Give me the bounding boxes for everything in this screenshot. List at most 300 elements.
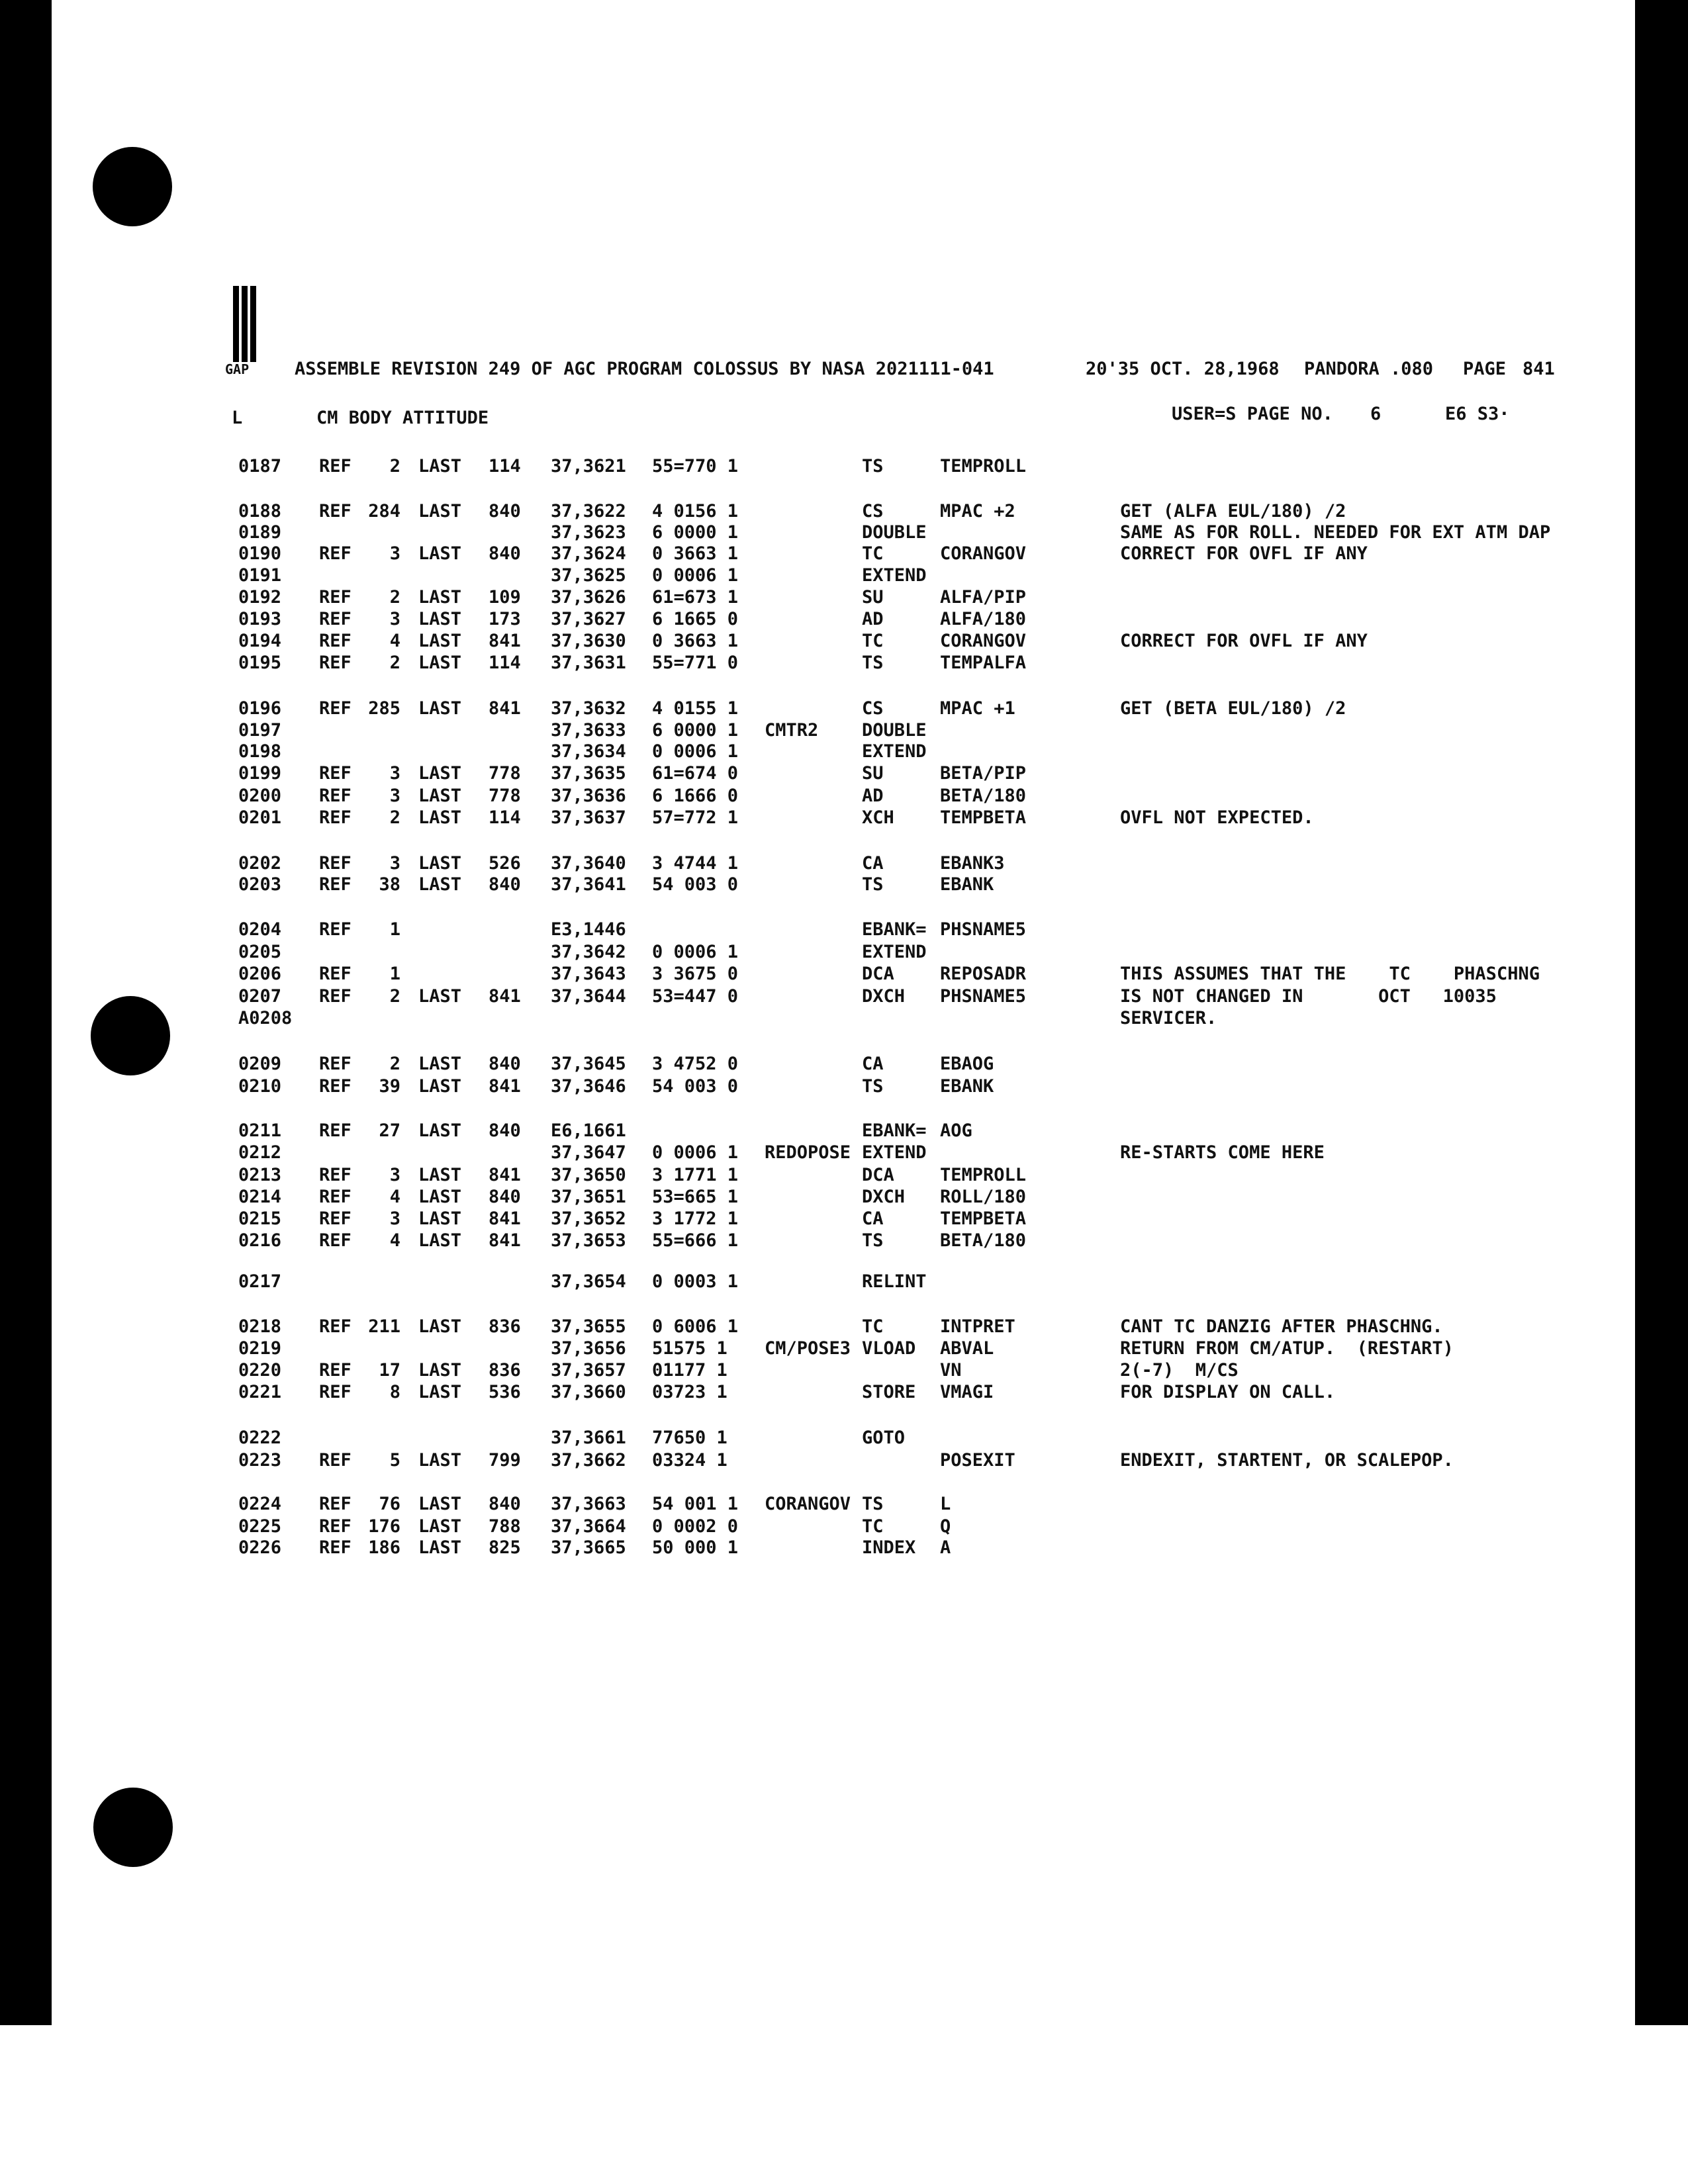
listing-last: LAST bbox=[418, 1360, 462, 1381]
listing-refnum: 176 bbox=[368, 1516, 400, 1537]
listing-last: LAST bbox=[418, 1537, 462, 1558]
listing-line: 0201 bbox=[238, 807, 282, 828]
listing-addr: 37,3642 bbox=[551, 942, 626, 962]
listing-op: AD bbox=[862, 609, 884, 629]
listing-ref: REF bbox=[319, 587, 352, 608]
listing-code: 0 6006 1 bbox=[652, 1316, 739, 1337]
listing-line: 0206 bbox=[238, 964, 282, 984]
listing-ref: REF bbox=[319, 1516, 352, 1537]
listing-addr: 37,3662 bbox=[551, 1450, 626, 1471]
listing-label: REDOPOSE bbox=[765, 1142, 851, 1163]
listing-op: TS bbox=[862, 1494, 884, 1514]
listing-last: LAST bbox=[418, 1382, 462, 1402]
listing-addr: 37,3653 bbox=[551, 1230, 626, 1251]
listing-code: 3 1772 1 bbox=[652, 1208, 739, 1229]
listing-op: VLOAD bbox=[862, 1338, 916, 1359]
listing-refnum: 3 bbox=[389, 609, 400, 629]
listing-line: 0196 bbox=[238, 698, 282, 719]
listing-mark-l: L bbox=[232, 408, 243, 428]
listing-op: TS bbox=[862, 653, 884, 673]
listing-addr: 37,3626 bbox=[551, 587, 626, 608]
listing-ref: REF bbox=[319, 1054, 352, 1074]
listing-code: 01177 1 bbox=[652, 1360, 727, 1381]
listing-op: TS bbox=[862, 1230, 884, 1251]
listing-addr: 37,3636 bbox=[551, 786, 626, 806]
listing-lastnum: 840 bbox=[489, 1187, 521, 1207]
listing-op: TS bbox=[862, 1076, 884, 1097]
listing-refnum: 2 bbox=[389, 587, 400, 608]
listing-code: 6 0000 1 bbox=[652, 522, 739, 543]
listing-line: 0226 bbox=[238, 1537, 282, 1558]
binder-hole-top bbox=[93, 147, 172, 226]
listing-last: LAST bbox=[418, 587, 462, 608]
listing-line: 0221 bbox=[238, 1382, 282, 1402]
listing-refnum: 186 bbox=[368, 1537, 400, 1558]
listing-code: 55=666 1 bbox=[652, 1230, 739, 1251]
listing-code: 50 000 1 bbox=[652, 1537, 739, 1558]
listing-code: 0 0006 1 bbox=[652, 565, 739, 586]
listing-refnum: 284 bbox=[368, 501, 400, 522]
listing-operand: CORANGOV bbox=[940, 631, 1027, 651]
listing-code: 4 0156 1 bbox=[652, 501, 739, 522]
listing-code: 51575 1 bbox=[652, 1338, 727, 1359]
listing-ref: REF bbox=[319, 853, 352, 874]
listing-code: 0 0002 0 bbox=[652, 1516, 739, 1537]
listing-comment: GET (BETA EUL/180) /2 bbox=[1120, 698, 1346, 719]
scan-edge-right bbox=[1635, 0, 1688, 2025]
listing-line: 0200 bbox=[238, 786, 282, 806]
listing-comment: SAME AS FOR ROLL. NEEDED FOR EXT ATM DAP bbox=[1120, 522, 1551, 543]
listing-op: TC bbox=[862, 1516, 884, 1537]
listing-line: 0197 bbox=[238, 720, 282, 741]
listing-op: TC bbox=[862, 1316, 884, 1337]
listing-last: LAST bbox=[418, 609, 462, 629]
listing-line: 0213 bbox=[238, 1165, 282, 1185]
listing-op: DCA bbox=[862, 964, 894, 984]
listing-lastnum: 841 bbox=[489, 1165, 521, 1185]
listing-ref: REF bbox=[319, 698, 352, 719]
listing-op: RELINT bbox=[862, 1271, 927, 1292]
listing-op: DOUBLE bbox=[862, 522, 927, 543]
listing-line: 0223 bbox=[238, 1450, 282, 1471]
listing-last: LAST bbox=[418, 874, 462, 895]
listing-refnum: 4 bbox=[389, 1230, 400, 1251]
listing-line: 0190 bbox=[238, 543, 282, 564]
page-label: PAGE bbox=[1463, 359, 1507, 379]
listing-refnum: 2 bbox=[389, 653, 400, 673]
listing-lastnum: 536 bbox=[489, 1382, 521, 1402]
listing-operand: POSEXIT bbox=[940, 1450, 1015, 1471]
listing-comment: RETURN FROM CM/ATUP. (RESTART) bbox=[1120, 1338, 1454, 1359]
listing-code: 6 0000 1 bbox=[652, 720, 739, 741]
listing-operand: TEMPBETA bbox=[940, 1208, 1027, 1229]
listing-addr: 37,3646 bbox=[551, 1076, 626, 1097]
listing-last: LAST bbox=[418, 1230, 462, 1251]
listing-op: EXTEND bbox=[862, 565, 927, 586]
section-title: CM BODY ATTITUDE bbox=[316, 408, 489, 428]
listing-refnum: 2 bbox=[389, 1054, 400, 1074]
listing-addr: 37,3624 bbox=[551, 543, 626, 564]
listing-code: 0 0003 1 bbox=[652, 1271, 739, 1292]
listing-line: 0222 bbox=[238, 1428, 282, 1448]
listing-refnum: 27 bbox=[379, 1120, 400, 1141]
listing-code: 61=674 0 bbox=[652, 763, 739, 784]
print-timestamp: 20'35 OCT. 28,1968 bbox=[1086, 359, 1280, 379]
listing-refnum: 3 bbox=[389, 853, 400, 874]
listing-refnum: 4 bbox=[389, 631, 400, 651]
listing-label: CORANGOV bbox=[765, 1494, 851, 1514]
listing-ref: REF bbox=[319, 1316, 352, 1337]
listing-comment: CORRECT FOR OVFL IF ANY bbox=[1120, 543, 1368, 564]
listing-ref: REF bbox=[319, 631, 352, 651]
listing-addr: 37,3632 bbox=[551, 698, 626, 719]
listing-last: LAST bbox=[418, 1054, 462, 1074]
listing-ref: REF bbox=[319, 1450, 352, 1471]
listing-comment: GET (ALFA EUL/180) /2 bbox=[1120, 501, 1346, 522]
listing-operand: TEMPROLL bbox=[940, 456, 1027, 477]
listing-addr: 37,3660 bbox=[551, 1382, 626, 1402]
listing-operand: BETA/PIP bbox=[940, 763, 1027, 784]
assemble-title: ASSEMBLE REVISION 249 OF AGC PROGRAM COLOSSUS BY NASA 2021111-041 bbox=[295, 359, 994, 379]
listing-op: EBANK= bbox=[862, 919, 927, 940]
listing-code: 55=771 0 bbox=[652, 653, 739, 673]
listing-code: 03324 1 bbox=[652, 1450, 727, 1471]
listing-op: STORE bbox=[862, 1382, 916, 1402]
listing-code: 77650 1 bbox=[652, 1428, 727, 1448]
listing-operand: VMAGI bbox=[940, 1382, 994, 1402]
listing-line: 0207 bbox=[238, 986, 282, 1007]
listing-ref: REF bbox=[319, 653, 352, 673]
listing-comment: IS NOT CHANGED IN OCT 10035 bbox=[1120, 986, 1497, 1007]
listing-lastnum: 836 bbox=[489, 1360, 521, 1381]
listing-lastnum: 840 bbox=[489, 1494, 521, 1514]
listing-code: 53=447 0 bbox=[652, 986, 739, 1007]
listing-last: LAST bbox=[418, 1076, 462, 1097]
listing-addr: 37,3630 bbox=[551, 631, 626, 651]
listing-lastnum: 841 bbox=[489, 986, 521, 1007]
listing-op: GOTO bbox=[862, 1428, 906, 1448]
listing-code: 0 0006 1 bbox=[652, 1142, 739, 1163]
listing-addr: 37,3650 bbox=[551, 1165, 626, 1185]
listing-ref: REF bbox=[319, 1187, 352, 1207]
listing-refnum: 17 bbox=[379, 1360, 400, 1381]
listing-op: CA bbox=[862, 1208, 884, 1229]
listing-op: EXTEND bbox=[862, 741, 927, 762]
listing-op: SU bbox=[862, 587, 884, 608]
listing-refnum: 4 bbox=[389, 1187, 400, 1207]
listing-code: 0 0006 1 bbox=[652, 942, 739, 962]
listing-lastnum: 840 bbox=[489, 543, 521, 564]
listing-addr: 37,3644 bbox=[551, 986, 626, 1007]
listing-code: 57=772 1 bbox=[652, 807, 739, 828]
binder-hole-bottom bbox=[93, 1788, 173, 1867]
listing-last: LAST bbox=[418, 763, 462, 784]
listing-operand: MPAC +2 bbox=[940, 501, 1015, 522]
listing-refnum: 285 bbox=[368, 698, 400, 719]
listing-operand: ALFA/PIP bbox=[940, 587, 1027, 608]
listing-addr: E6,1661 bbox=[551, 1120, 626, 1141]
listing-refnum: 1 bbox=[389, 964, 400, 984]
listing-op: DCA bbox=[862, 1165, 894, 1185]
listing-ref: REF bbox=[319, 1537, 352, 1558]
listing-ref: REF bbox=[319, 1076, 352, 1097]
listing-lastnum: 840 bbox=[489, 1054, 521, 1074]
listing-addr: 37,3652 bbox=[551, 1208, 626, 1229]
listing-code: 54 001 1 bbox=[652, 1494, 739, 1514]
listing-line: 0217 bbox=[238, 1271, 282, 1292]
listing-ref: REF bbox=[319, 1382, 352, 1402]
listing-addr: 37,3663 bbox=[551, 1494, 626, 1514]
listing-refnum: 3 bbox=[389, 543, 400, 564]
listing-operand: EBANK bbox=[940, 874, 994, 895]
listing-addr: 37,3641 bbox=[551, 874, 626, 895]
listing-addr: 37,3631 bbox=[551, 653, 626, 673]
listing-addr: 37,3665 bbox=[551, 1537, 626, 1558]
listing-addr: 37,3622 bbox=[551, 501, 626, 522]
listing-lastnum: 173 bbox=[489, 609, 521, 629]
listing-lastnum: 109 bbox=[489, 587, 521, 608]
listing-ref: REF bbox=[319, 1494, 352, 1514]
listing-addr: 37,3654 bbox=[551, 1271, 626, 1292]
listing-lastnum: 841 bbox=[489, 631, 521, 651]
listing-operand: INTPRET bbox=[940, 1316, 1015, 1337]
listing-op: CS bbox=[862, 501, 884, 522]
listing-lastnum: 788 bbox=[489, 1516, 521, 1537]
listing-operand: ABVAL bbox=[940, 1338, 994, 1359]
listing-line: A0208 bbox=[238, 1008, 293, 1028]
listing-code: 0 3663 1 bbox=[652, 543, 739, 564]
listing-last: LAST bbox=[418, 1316, 462, 1337]
listing-lastnum: 836 bbox=[489, 1316, 521, 1337]
listing-addr: 37,3651 bbox=[551, 1187, 626, 1207]
listing-addr: 37,3643 bbox=[551, 964, 626, 984]
listing-code: 54 003 0 bbox=[652, 874, 739, 895]
listing-refnum: 3 bbox=[389, 1208, 400, 1229]
listing-line: 0219 bbox=[238, 1338, 282, 1359]
listing-line: 0224 bbox=[238, 1494, 282, 1514]
listing-addr: 37,3661 bbox=[551, 1428, 626, 1448]
listing-line: 0209 bbox=[238, 1054, 282, 1074]
listing-lastnum: 825 bbox=[489, 1537, 521, 1558]
listing-operand: PHSNAME5 bbox=[940, 986, 1027, 1007]
listing-operand: TEMPROLL bbox=[940, 1165, 1027, 1185]
listing-refnum: 38 bbox=[379, 874, 400, 895]
listing-addr: 37,3625 bbox=[551, 565, 626, 586]
listing-refnum: 5 bbox=[389, 1450, 400, 1471]
listing-comment: RE-STARTS COME HERE bbox=[1120, 1142, 1325, 1163]
listing-op: TC bbox=[862, 543, 884, 564]
listing-line: 0216 bbox=[238, 1230, 282, 1251]
listing-addr: 37,3655 bbox=[551, 1316, 626, 1337]
listing-code: 54 003 0 bbox=[652, 1076, 739, 1097]
listing-lastnum: 841 bbox=[489, 1076, 521, 1097]
listing-line: 0199 bbox=[238, 763, 282, 784]
listing-line: 0225 bbox=[238, 1516, 282, 1537]
listing-operand: EBANK bbox=[940, 1076, 994, 1097]
listing-operand: VN bbox=[940, 1360, 962, 1381]
listing-ref: REF bbox=[319, 874, 352, 895]
listing-line: 0198 bbox=[238, 741, 282, 762]
listing-line: 0214 bbox=[238, 1187, 282, 1207]
listing-operand: BETA/180 bbox=[940, 1230, 1027, 1251]
listing-refnum: 3 bbox=[389, 1165, 400, 1185]
listing-code: 53=665 1 bbox=[652, 1187, 739, 1207]
listing-line: 0188 bbox=[238, 501, 282, 522]
listing-ref: REF bbox=[319, 1230, 352, 1251]
listing-op: AD bbox=[862, 786, 884, 806]
listing-label: CMTR2 bbox=[765, 720, 819, 741]
listing-lastnum: 114 bbox=[489, 456, 521, 477]
listing-last: LAST bbox=[418, 1120, 462, 1141]
listing-op: CA bbox=[862, 853, 884, 874]
listing-lastnum: 840 bbox=[489, 501, 521, 522]
listing-op: DXCH bbox=[862, 1187, 906, 1207]
listing-line: 0192 bbox=[238, 587, 282, 608]
listing-addr: 37,3621 bbox=[551, 456, 626, 477]
binder-hole-middle bbox=[91, 996, 170, 1075]
listing-code: 3 3675 0 bbox=[652, 964, 739, 984]
listing-last: LAST bbox=[418, 501, 462, 522]
listing-ref: REF bbox=[319, 543, 352, 564]
listing-operand: EBANK3 bbox=[940, 853, 1005, 874]
listing-lastnum: 840 bbox=[489, 1120, 521, 1141]
users-page-number: 6 bbox=[1370, 404, 1382, 424]
listing-lastnum: 526 bbox=[489, 853, 521, 874]
listing-addr: E3,1446 bbox=[551, 919, 626, 940]
listing-op: DXCH bbox=[862, 986, 906, 1007]
listing-last: LAST bbox=[418, 631, 462, 651]
registration-mark bbox=[233, 286, 253, 362]
listing-last: LAST bbox=[418, 1208, 462, 1229]
listing-lastnum: 778 bbox=[489, 786, 521, 806]
listing-last: LAST bbox=[418, 1187, 462, 1207]
listing-refnum: 1 bbox=[389, 919, 400, 940]
listing-operand: EBAOG bbox=[940, 1054, 994, 1074]
listing-comment: OVFL NOT EXPECTED. bbox=[1120, 807, 1314, 828]
listing-code: 3 1771 1 bbox=[652, 1165, 739, 1185]
listing-code: 0 0006 1 bbox=[652, 741, 739, 762]
listing-op: SU bbox=[862, 763, 884, 784]
listing-op: TC bbox=[862, 631, 884, 651]
listing-line: 0210 bbox=[238, 1076, 282, 1097]
listing-code: 6 1665 0 bbox=[652, 609, 739, 629]
listing-lastnum: 841 bbox=[489, 698, 521, 719]
listing-comment: FOR DISPLAY ON CALL. bbox=[1120, 1382, 1336, 1402]
listing-comment: THIS ASSUMES THAT THE TC PHASCHNG bbox=[1120, 964, 1540, 984]
listing-code: 3 4752 0 bbox=[652, 1054, 739, 1074]
listing-line: 0193 bbox=[238, 609, 282, 629]
listing-op: TS bbox=[862, 456, 884, 477]
listing-addr: 37,3633 bbox=[551, 720, 626, 741]
listing-line: 0189 bbox=[238, 522, 282, 543]
listing-last: LAST bbox=[418, 1165, 462, 1185]
listing-last: LAST bbox=[418, 853, 462, 874]
listing-addr: 37,3664 bbox=[551, 1516, 626, 1537]
listing-ref: REF bbox=[319, 1208, 352, 1229]
listing-op: CS bbox=[862, 698, 884, 719]
listing-ref: REF bbox=[319, 807, 352, 828]
listing-line: 0205 bbox=[238, 942, 282, 962]
listing-line: 0220 bbox=[238, 1360, 282, 1381]
listing-comment: 2(-7) M/CS bbox=[1120, 1360, 1239, 1381]
listing-code: 55=770 1 bbox=[652, 456, 739, 477]
listing-comment: ENDEXIT, STARTENT, OR SCALEPOP. bbox=[1120, 1450, 1454, 1471]
listing-op: DOUBLE bbox=[862, 720, 927, 741]
listing-last: LAST bbox=[418, 456, 462, 477]
listing-addr: 37,3647 bbox=[551, 1142, 626, 1163]
bank-code: E6 S3· bbox=[1445, 404, 1510, 424]
users-page-label: USER=S PAGE NO. bbox=[1172, 404, 1333, 424]
listing-lastnum: 841 bbox=[489, 1208, 521, 1229]
listing-operand: TEMPALFA bbox=[940, 653, 1027, 673]
listing-ref: REF bbox=[319, 1120, 352, 1141]
pandora-version: PANDORA .080 bbox=[1304, 359, 1434, 379]
listing-operand: Q bbox=[940, 1516, 951, 1537]
listing-addr: 37,3623 bbox=[551, 522, 626, 543]
listing-last: LAST bbox=[418, 986, 462, 1007]
listing-operand: ROLL/180 bbox=[940, 1187, 1027, 1207]
listing-label: CM/POSE3 bbox=[765, 1338, 851, 1359]
listing-code: 3 4744 1 bbox=[652, 853, 739, 874]
listing-ref: REF bbox=[319, 786, 352, 806]
listing-op: EXTEND bbox=[862, 1142, 927, 1163]
listing-lastnum: 799 bbox=[489, 1450, 521, 1471]
listing-operand: AOG bbox=[940, 1120, 972, 1141]
listing-op: INDEX bbox=[862, 1537, 916, 1558]
listing-addr: 37,3635 bbox=[551, 763, 626, 784]
listing-code: 61=673 1 bbox=[652, 587, 739, 608]
listing-lastnum: 114 bbox=[489, 653, 521, 673]
listing-addr: 37,3627 bbox=[551, 609, 626, 629]
listing-refnum: 211 bbox=[368, 1316, 400, 1337]
listing-last: LAST bbox=[418, 1494, 462, 1514]
listing-operand: TEMPBETA bbox=[940, 807, 1027, 828]
listing-refnum: 2 bbox=[389, 456, 400, 477]
listing-operand: BETA/180 bbox=[940, 786, 1027, 806]
listing-op: TS bbox=[862, 874, 884, 895]
listing-op: XCH bbox=[862, 807, 894, 828]
listing-operand: MPAC +1 bbox=[940, 698, 1015, 719]
listing-ref: REF bbox=[319, 919, 352, 940]
listing-ref: REF bbox=[319, 763, 352, 784]
listing-addr: 37,3657 bbox=[551, 1360, 626, 1381]
listing-addr: 37,3640 bbox=[551, 853, 626, 874]
listing-addr: 37,3637 bbox=[551, 807, 626, 828]
listing-line: 0204 bbox=[238, 919, 282, 940]
listing-code: 4 0155 1 bbox=[652, 698, 739, 719]
listing-operand: PHSNAME5 bbox=[940, 919, 1027, 940]
listing-lastnum: 778 bbox=[489, 763, 521, 784]
listing-last: LAST bbox=[418, 786, 462, 806]
listing-last: LAST bbox=[418, 1450, 462, 1471]
listing-addr: 37,3634 bbox=[551, 741, 626, 762]
listing-line: 0212 bbox=[238, 1142, 282, 1163]
listing-lastnum: 841 bbox=[489, 1230, 521, 1251]
scan-edge-left bbox=[0, 0, 52, 2025]
listing-line: 0218 bbox=[238, 1316, 282, 1337]
listing-ref: REF bbox=[319, 986, 352, 1007]
listing-code: 0 3663 1 bbox=[652, 631, 739, 651]
listing-line: 0194 bbox=[238, 631, 282, 651]
listing-lastnum: 114 bbox=[489, 807, 521, 828]
listing-addr: 37,3656 bbox=[551, 1338, 626, 1359]
listing-refnum: 3 bbox=[389, 786, 400, 806]
listing-code: 03723 1 bbox=[652, 1382, 727, 1402]
listing-ref: REF bbox=[319, 456, 352, 477]
listing-lastnum: 840 bbox=[489, 874, 521, 895]
listing-last: LAST bbox=[418, 1516, 462, 1537]
listing-ref: REF bbox=[319, 609, 352, 629]
